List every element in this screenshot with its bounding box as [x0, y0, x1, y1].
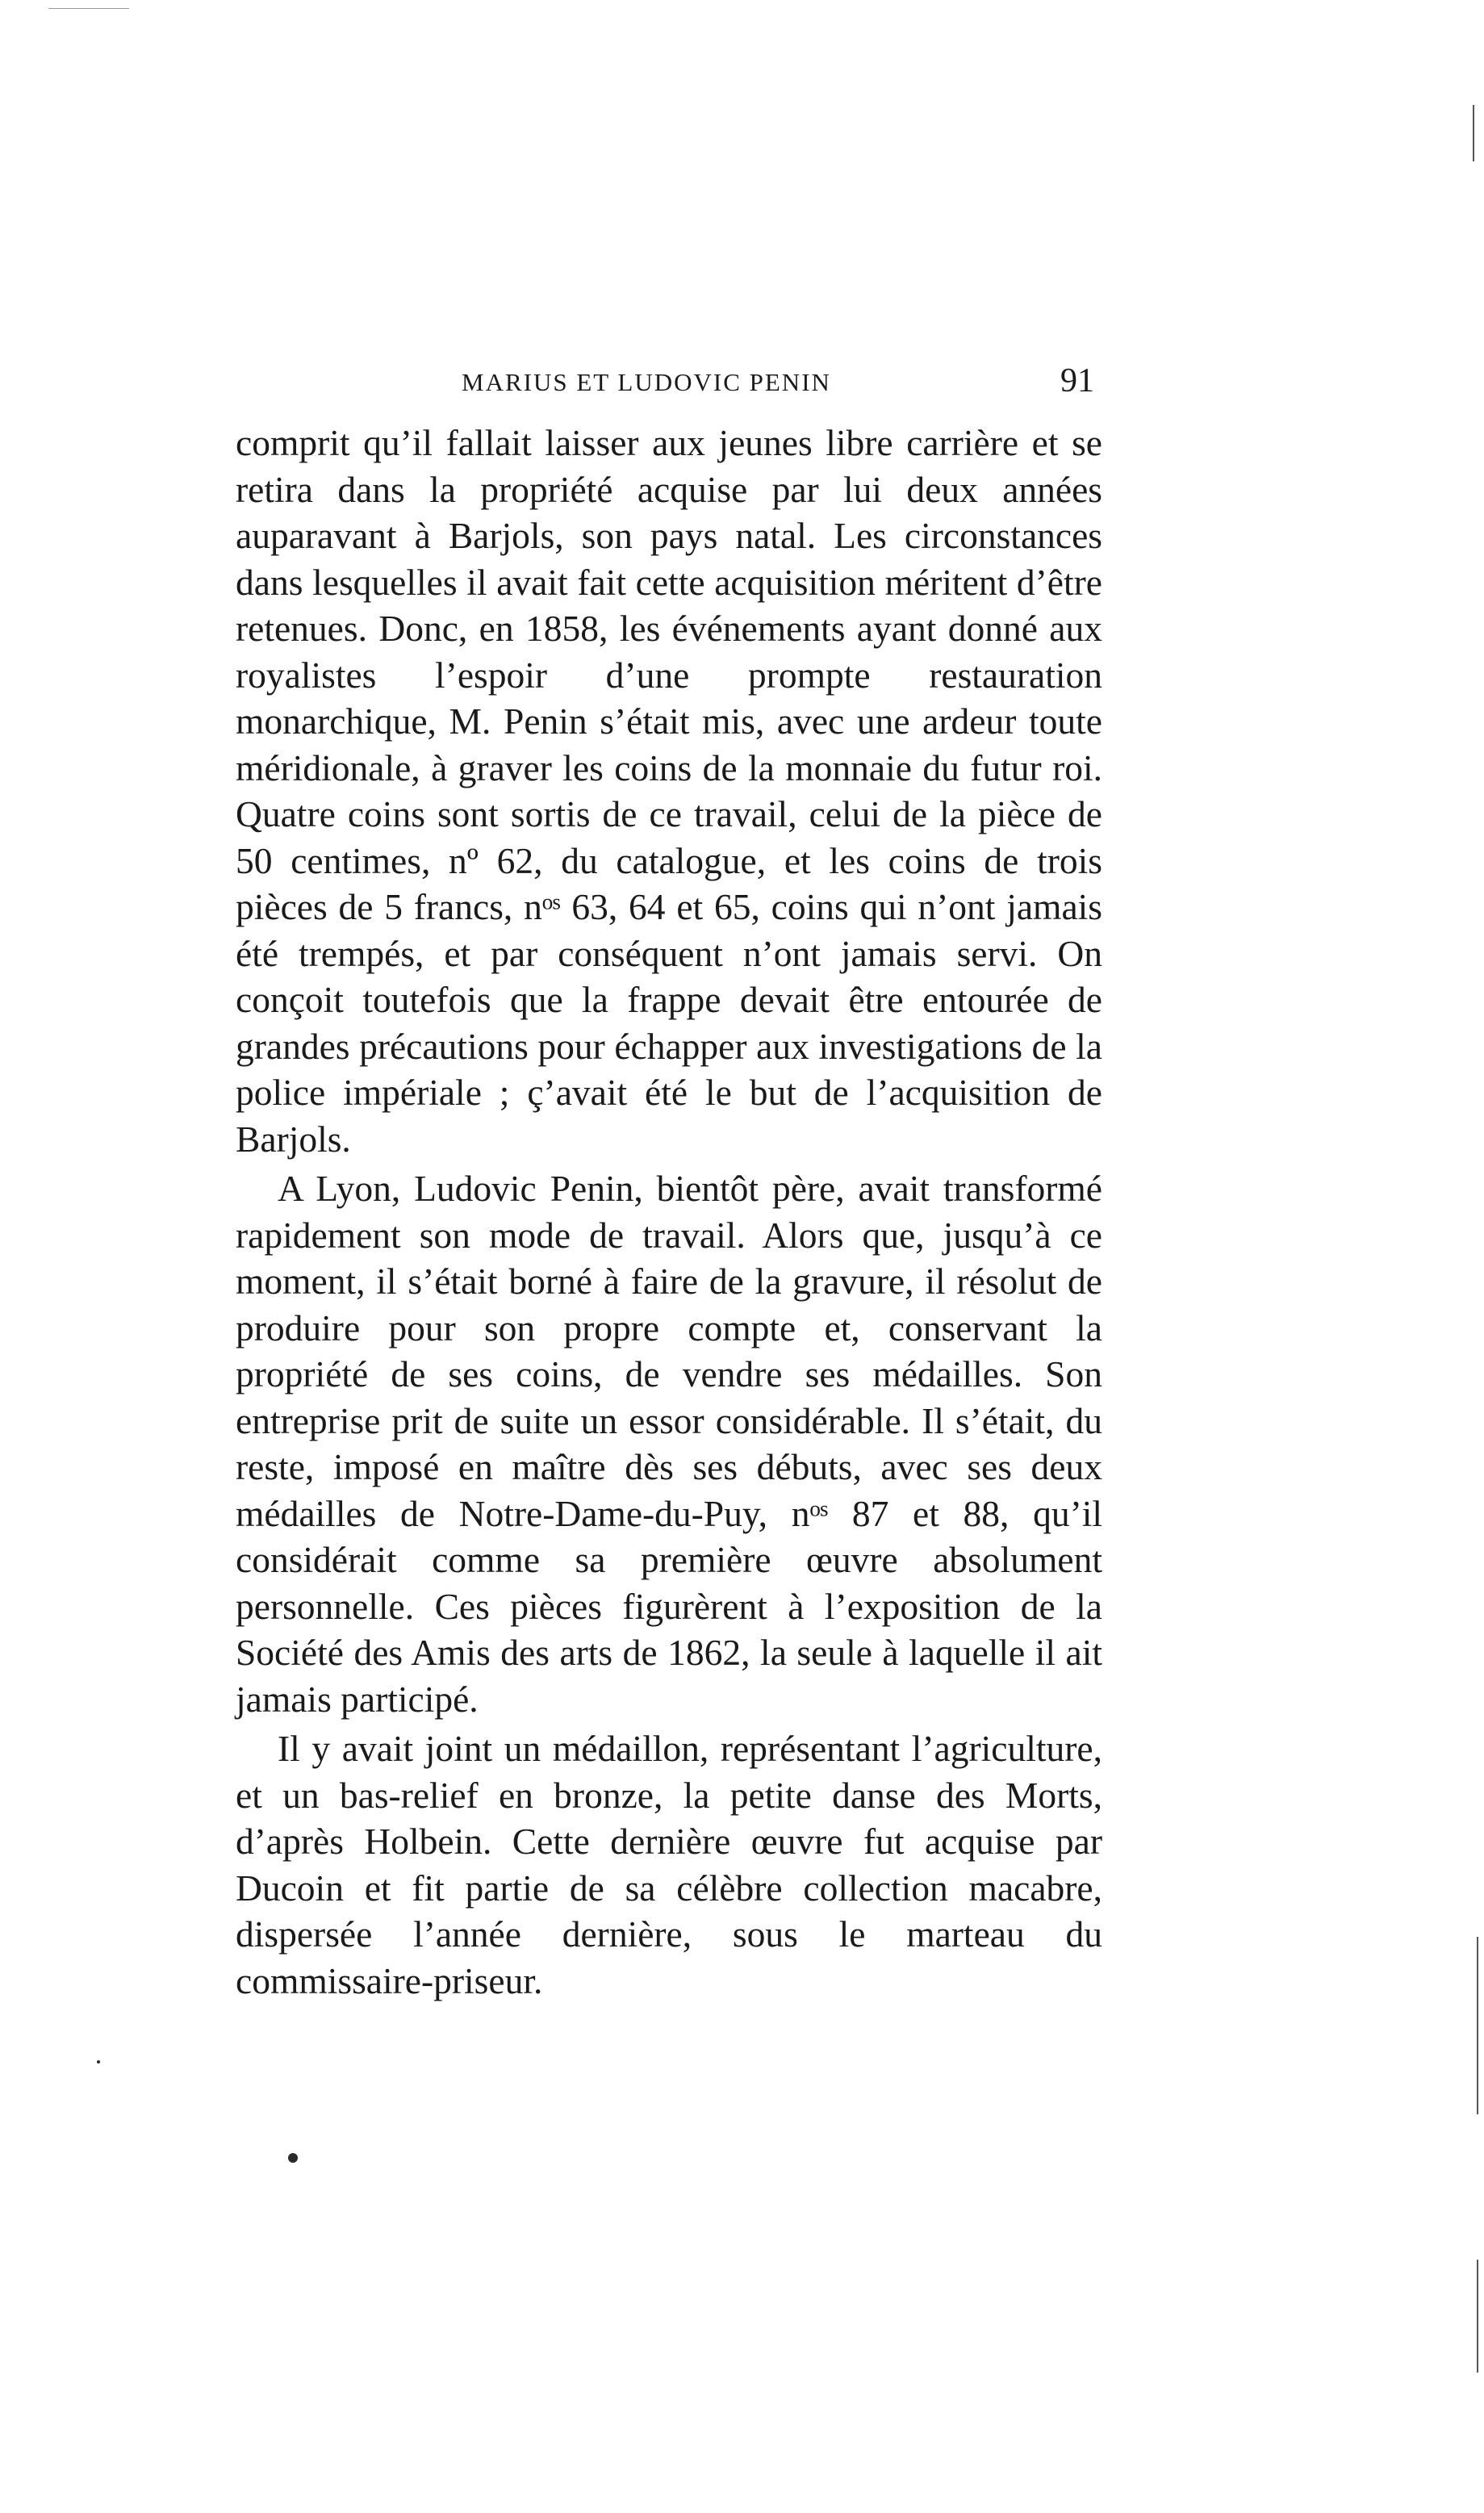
scan-edge-mark: [1473, 105, 1474, 161]
paragraph-1: comprit qu’il fallait laisser aux jeunes libre carrière et se retira dans la propriété acquise par lui deux années auparavant à Barjols, son pays natal. Les circonstances dans lesquelles il avait fait cette acquisition méritent d’être retenues. Donc, en 1858, les événements ayant donné aux royalistes l’espoir d’une prompte restauration monarchique, M. Penin s’était mis, avec une ardeur toute méridionale, à graver les coins de la monnaie du futur roi. Quatre coins sont sortis de ce travail, celui de la pièce de 50 centimes, nº 62, du catalogue, et les coins de trois pièces de 5 francs, nᵒˢ 63, 64 et 65, coins qui n’ont jamais été trempés, et par conséquent n’ont jamais servi. On conçoit toutefois que la frappe devait être entourée de grandes précautions pour échapper aux investigations de la police impériale ; ç’avait été le but de l’acquisition de Barjols.: [236, 422, 1102, 1160]
paragraph-3: Il y avait joint un médaillon, représentant l’agriculture, et un bas-relief en bronze, la petite danse des Morts, d’après Holbein. Cette dernière œuvre fut acquise par Ducoin et fit partie de sa célèbre collection macabre, dispersée l’année dernière, sous le marteau du commissaire-priseur.: [236, 1728, 1102, 2001]
body-text: [236, 420, 1102, 2004]
paragraph-2: A Lyon, Ludovic Penin, bientôt père, avait transformé rapidement son mode de travail. Alors que, jusqu’à ce moment, il s’était borné à faire de la gravure, il résolut de produire pour son propre compte et, conservant la propriété de ses coins, de vendre ses médailles. Son entreprise prit de suite un essor considérable. Il s’était, du reste, imposé en maître dès ses débuts, avec ses deux médailles de Notre-Dame-du-Puy, nᵒˢ 87 et 88, qu’il considérait comme sa première œuvre absolument personnelle. Ces pièces figurèrent à l’exposition de la Société des Amis des arts de 1862, la seule à laquelle il ait jamais participé.: [236, 1168, 1102, 1720]
scan-speck: [97, 2060, 100, 2064]
page-number: 91: [1060, 362, 1094, 399]
running-head: [236, 362, 1102, 410]
scan-speck: [288, 2153, 298, 2163]
scan-edge-mark: [1477, 2260, 1478, 2373]
scan-edge-mark: [48, 8, 129, 9]
scan-edge-mark: [1477, 1937, 1478, 2114]
running-title: MARIUS ET LUDOVIC PENIN: [462, 368, 831, 396]
